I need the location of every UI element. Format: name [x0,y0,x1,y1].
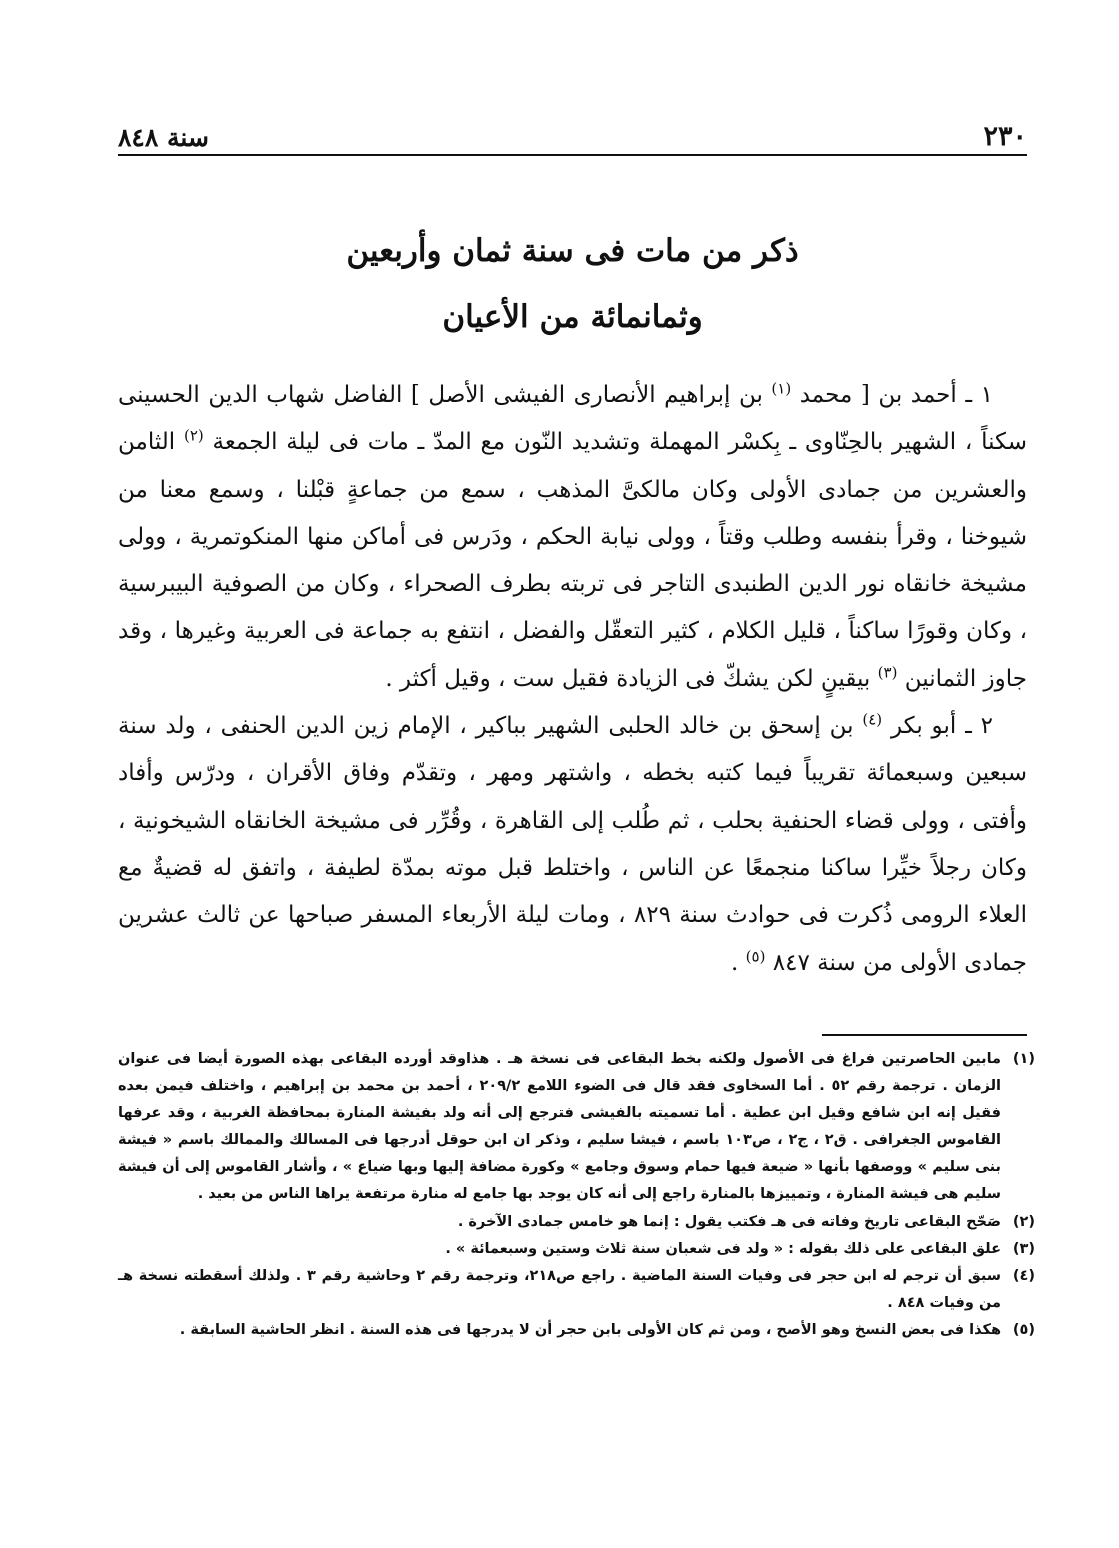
footnote-number: (٢) [1012,1213,1035,1230]
footnotes [118,1046,1035,1344]
footnote-number: (١) [1012,1051,1035,1067]
footnote-ref: (٣) [877,663,898,682]
footnote-number: (٥) [1012,1321,1035,1338]
footnote-5 [118,1317,1035,1344]
entry-text: بيقينٍ لكن يشكّ فى الزيادة فقيل ست ، وقيل أكثر . [385,665,871,692]
footnote-ref: (٤) [862,710,883,729]
footnote-text: مابين الحاصرتين فراغ فى الأصول ولكنه بخط البقاعى فى نسخة هـ . هذاوقد أورده البقاعى بهذه الصورة أيضا فى عنوان الزمان . ترجمة رقم ٥٢ . أما السخاوى فقد قال فى الضوء اللامع ٢٠٩/٢ ، أحمد بن محمد بن إبراهيم ، واختلف فيمن بعده فقيل إنه ابن شافع وقيل ابن عطية . أما تسميته بالفيشى فترجع إلى أنه ولد بفيشة المنارة بمحافظة الغربية ، وقد عرفها القاموس الجغرافى . ق٢ ، ج٢ ، ص١٠٣ باسم ، فيشا سليم ، وذكر ان ابن حوقل أدرجها فى المسالك والممالك باسم « فيشة بنى سليم » ووصفها بأنها « ضيعة فيها حمام وسوق وجامع » وكورة مضافة إليها وبها ضياع » ، وأشار القاموس إلى أن فيشة سليم هى فيشة المنارة ، وتمييزها بالمنارة راجع إلى أنه كان يوجد بها جامع له منارة مرتفعة يراها الناس من بعيد . [118,1051,1001,1203]
footnote-4 [118,1263,1035,1317]
footnote-text: هكذا فى بعض النسخ وهو الأصح ، ومن ثم كان الأولى بابن حجر أن لا يدرجها فى هذه السنة . انظر الحاشية السابقة . [179,1321,1001,1338]
chapter-title-line-1: ذكر من مات فى سنة ثمان وأربعين [346,233,799,269]
footnote-3 [118,1236,1035,1263]
chapter-title [118,218,1027,350]
entry-text: بن إسحق بن خالد الحلبى الشهير بباكير ، الإمام زين الدين الحنفى ، ولد سنة سبعين وسبعمائة تقريباً فيما كتبه بخطه ، واشتهر ومهر ، وتقدّم وفاق الأقران ، ودرّس وأفاد وأفتى ، وولى قضاء الحنفية بحلب ، ثم طُلب إلى القاهرة ، وقُرِّر فى مشيخة الخانقاه الشيخونية ، وكان رجلاً خيِّرا ساكنا منجمعًا عن الناس ، واختلط قبل موته بمدّة لطيفة ، واتفق له قضيةٌ مع العلاء الرومى ذُكرت فى حوادث سنة ٨٢٩ ، ومات ليلة الأربعاء المسفر صباحها عن ثالث عشرين جمادى الأولى من سنة ٨٤٧ [118,713,1027,976]
chapter-title-line-2: وثمانمائة من الأعيان [442,299,703,335]
footnote-text: علق البقاعى على ذلك بقوله : « ولد فى شعبان سنة ثلاث وستين وسبعمائة » . [445,1240,1001,1257]
entry-text: بن إبراهيم الأنصارى الفيشى الأصل ] الفاضل شهاب الدين الحسينى سكناً ، الشهير بالحِنّاوى ـ بِكسْر المهملة وتشديد النّون مع المدّ ـ مات فى ليلة الجمعة [118,382,1028,456]
footnote-number: (٤) [1012,1267,1036,1284]
footnote-text: صَحّح البقاعى تاريخ وفاته فى هـ فكتب يقول : إنما هو خامس جمادى الآخرة . [457,1213,1001,1230]
footnote-number: (٣) [1012,1240,1035,1257]
footnote-ref: (١) [771,379,792,398]
entry-1 [118,372,1027,703]
entry-name: أبو بكر [890,713,957,740]
entry-text: . [731,949,739,976]
entry-text: الثامن والعشرين من جمادى الأولى وكان مالكىَّ المذهب ، سمع من جماعةٍ قبْلنا ، وسمع معنا من شيوخنا ، وقرأ بنفسه وطلب وقتاً ، وولى نيابة الحكم ، ودَرس فى أماكن منها المنكوتمرية ، وولى مشيخة خانقاه نور الدين الطنبدى التاجر فى تربته بطرف الصحراء ، وكان من الصوفية البيبرسية ، وكان وقورًا ساكناً ، قليل الكلام ، كثير التعقّل والفضل ، انتفع به جماعة فى العربية وغيرها ، وقد جاوز الثمانين [118,429,1027,692]
header-rule [118,154,1027,156]
footnote-rule [822,1034,1027,1036]
page-header [118,112,1027,152]
entry-name: أحمد بن [ محمد [799,382,957,408]
entry-number: ١ ـ [965,382,993,408]
footnote-2 [118,1209,1035,1236]
footnote-1 [118,1046,1035,1209]
footnote-ref: (٢) [183,426,204,445]
entry-number: ٢ ـ [965,713,993,740]
footnote-text: سبق أن ترجم له ابن حجر فى وفيات السنة الماضية . راجع ص٢١٨، وترجمة رقم ٢ وحاشية رقم ٣ . ولذلك أسقطته نسخة هـ من وفيات ٨٤٨ . [118,1267,1002,1311]
main-text [118,372,1027,987]
footnote-ref: (٥) [745,946,766,965]
entry-2 [118,703,1027,987]
running-head: سنة ٨٤٨ [118,123,209,152]
page-number: ٢٣٠ [983,121,1027,152]
